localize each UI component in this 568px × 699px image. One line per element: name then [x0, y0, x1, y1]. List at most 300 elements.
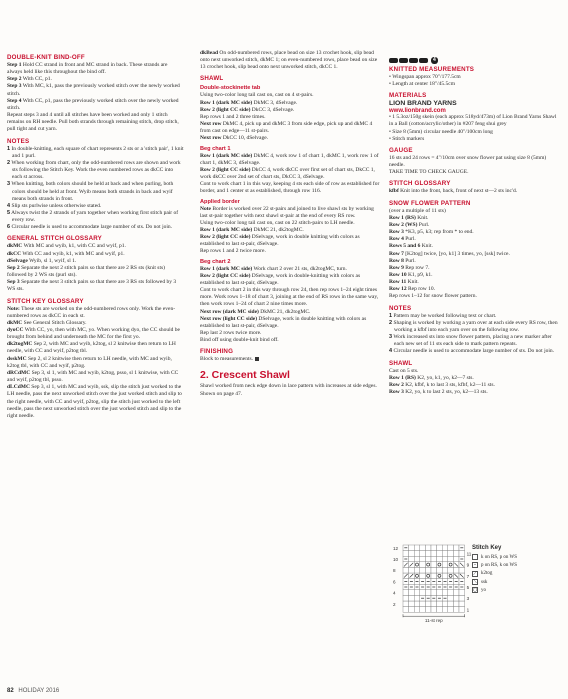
key-glossary-text: With CC, yo, then with MC, yo. When working dyo, the CC should be brought from behind and underneath the MC for the first yo. — [7, 327, 180, 341]
note-text: Pattern may be worked following text or chart. — [393, 312, 497, 319]
chart-cell — [448, 590, 454, 596]
chart-cell — [403, 590, 409, 596]
note-label: 5 — [7, 209, 11, 216]
chart1-subheading: Beg chart 1 — [200, 145, 231, 152]
row-item — [389, 236, 561, 243]
chart-cell — [409, 590, 415, 596]
stitch-key-row — [472, 578, 560, 586]
row-label: Row 1 (dark MC side) — [200, 265, 253, 272]
row-text: K1, p9, k1. — [407, 271, 433, 278]
row-label: Row 1 (dark MC side) — [200, 99, 253, 106]
tab-subheading: Double-stockinette tab — [200, 85, 261, 92]
snow-flower-pattern — [389, 208, 561, 301]
row-item — [200, 135, 380, 142]
chart-row-number: 7 — [466, 573, 470, 579]
chart-cell — [459, 590, 465, 596]
row-label: Row 2 (WS) — [389, 221, 418, 228]
chart-cell — [403, 607, 409, 613]
row-text: DSelvage, work in double knitting with colors as established to last st-pair, dSelvage. — [200, 234, 360, 248]
bindoff-step-item — [7, 62, 184, 76]
row-item — [200, 309, 380, 316]
chart-cell — [425, 545, 431, 551]
chart-row-number: 12 — [393, 545, 399, 551]
row-label: Row 2 (light CC side) — [200, 166, 251, 173]
row-label: Row 4 — [389, 236, 404, 243]
measurements-heading: KNITTED MEASUREMENTS — [389, 66, 475, 73]
tab-instructions — [200, 92, 380, 142]
finishing-text: Block to measurements. — [200, 356, 380, 363]
row-item — [200, 287, 380, 308]
row-item — [389, 243, 561, 250]
skill-level-badge: 4 — [433, 57, 436, 63]
glossary-text: Separate the next 3 stitch pairs so that there are 3 RS sts followed by 3 WS sts. — [7, 279, 177, 293]
row-item — [200, 92, 380, 99]
row-text: Purl. — [418, 221, 430, 228]
note-label: 1 — [7, 145, 11, 152]
yarn-brand: LION BRAND YARNS — [389, 100, 457, 108]
chart-cell — [414, 601, 420, 607]
chart-cell — [442, 545, 448, 551]
row-text: Rep row 10. — [407, 286, 435, 293]
note-item — [389, 334, 561, 348]
key-glossary-item — [7, 341, 184, 355]
chart-cell — [403, 551, 409, 557]
chart-cell — [414, 545, 420, 551]
border-instructions — [200, 206, 380, 256]
chart-cell — [414, 590, 420, 596]
bindoff-step-text: Repeat steps 3 and 4 until all stitches have been worked and only 1 stitch remains on RH needle. Pull both strands through remaining stitch, drop stitch, pull tight and cut yarn. — [7, 112, 179, 133]
chart-cell — [448, 595, 454, 601]
glossary-item — [7, 251, 184, 258]
chart-cell — [459, 607, 465, 613]
row-text: DSelvage, work in double-knitting with colors as established to last st-pair, dSelvage. — [200, 272, 361, 286]
notes-list-2 — [389, 313, 561, 356]
skill-segment — [399, 58, 408, 63]
row-text: Rep rows 1 and 2 twice more. — [200, 248, 266, 255]
glossary-label: dkBead — [200, 50, 219, 56]
row-text: DkMC 4, pick up and dkMC 3 from side edge, pick up and dkMC 4 from cast on edge—11 st-pairs. — [200, 121, 373, 135]
row-item — [389, 389, 561, 396]
stitch-key-rows — [472, 553, 560, 594]
glossary-text: Wyib, sl 1, wyif, sl 1. — [29, 257, 77, 264]
brand-url[interactable]: www.lionbrand.com — [389, 108, 446, 115]
note-text: Shaping is worked by working a yarn over at each side every RS row, then working a kfbf into each yarn over on the following row. — [393, 319, 558, 333]
notes-heading-2: NOTES — [389, 304, 412, 312]
chart2-subheading: Beg chart 2 — [200, 258, 231, 265]
row-text: Using two-color long tail cast on, cast on 4 st-pairs. — [200, 92, 314, 99]
bindoff-step-label: Step 2 — [7, 76, 22, 83]
stitch-key-label: p on RS, k on WS — [481, 562, 518, 568]
chart-cell — [448, 601, 454, 607]
row-label: Row 3 — [389, 389, 404, 395]
row-label: Next row (dark MC side) — [200, 308, 259, 315]
chart-cell — [437, 590, 443, 596]
chart-cell — [420, 551, 426, 557]
chart-cell — [453, 601, 459, 607]
row-item — [200, 121, 380, 135]
row-text: Work chart 2 over 21 sts, dk2togMC, turn. — [253, 265, 347, 272]
chart-cell — [437, 562, 443, 568]
chart-cell — [420, 562, 426, 568]
chart-cell — [431, 590, 437, 596]
note-item — [7, 160, 184, 181]
note-item — [389, 320, 561, 334]
chart-cell — [414, 556, 420, 562]
chart-row-number: 1 — [466, 607, 470, 613]
stitch-key-title: Stitch Key — [472, 545, 502, 551]
chart-cell — [409, 556, 415, 562]
note-label: 1 — [389, 312, 393, 319]
row-item — [200, 337, 380, 344]
chart-row-number: 8 — [393, 568, 396, 574]
chart-cell — [448, 545, 454, 551]
snow-flower-heading: SNOW FLOWER PATTERN — [389, 199, 471, 207]
chart-row-number: 5 — [466, 584, 470, 590]
finishing-heading: FINISHING — [200, 348, 234, 356]
stitch-symbol-icon: ⟋ — [473, 570, 477, 577]
glossary-label: dkCC — [7, 250, 22, 257]
row-item — [200, 273, 380, 287]
glossary-text: On odd-numbered rows, place bead on size 13 crochet hook, slip bead onto next unworked stitch, dkMC 1; on even-numbered rows, place bead on size 13 crochet hook, slip bead onto next unworked stitch, dkCC 1. — [200, 50, 378, 71]
chart-cell — [420, 567, 426, 573]
chart-row-number: 2 — [393, 601, 396, 607]
chart-row-number: 4 — [393, 590, 396, 596]
note-item — [389, 348, 561, 355]
note-label: 3 — [389, 334, 393, 341]
chart2-instructions — [200, 266, 380, 345]
bindoff-step-item — [7, 76, 184, 83]
chart-cell — [453, 551, 459, 557]
key-glossary-label: dRCdMC — [7, 369, 31, 376]
key-glossary-label: dk2togMC — [7, 341, 33, 348]
key-glossary-text: Sep 2, with MC and wyib, k2tog, sl 2 knitwise then return to LH needle, with CC and wyif, p2tog tbl. — [7, 341, 176, 355]
row-item — [200, 248, 380, 255]
row-item — [389, 258, 561, 265]
shawl-instructions — [389, 368, 561, 397]
chart-cell — [431, 562, 437, 568]
chart-cell — [403, 595, 409, 601]
chart-cell — [420, 573, 426, 579]
row-item — [389, 279, 561, 286]
glossary-text: Separate the next 2 stitch pairs so that there are 2 RS sts (knit sts) followed by 2 WS sts (purl sts). — [7, 264, 165, 279]
note-label: 3 — [7, 181, 11, 188]
row-text: *K3, p5, k3; rep from * to end. — [405, 229, 474, 236]
chart-cell — [414, 573, 420, 579]
repeat-label: 11-st rep — [424, 618, 443, 624]
materials-heading: MATERIALS — [389, 92, 427, 100]
key-glossary-item — [7, 306, 184, 320]
material-line: • 1 5.3oz/150g skein (each approx 518yd/473m) of Lion Brand Yarns Shawl in a Ball (cotton/acrylic/other) in #207 feng shui grey — [389, 114, 557, 128]
materials-list — [389, 114, 561, 143]
key-glossary-item — [7, 384, 184, 420]
chart-cell — [437, 551, 443, 557]
chart-cell — [420, 607, 426, 613]
row-label: Next row (light CC side) — [200, 315, 258, 322]
shawl-heading-2: SHAWL — [389, 359, 413, 367]
glossary-item — [200, 50, 380, 71]
key-glossary-text: Sep 3, sl 1, with MC and wyib, k2tog, psso, sl 1 knitwise, with CC and wyif, p2tog tbl, psso. — [7, 369, 179, 384]
row-item — [389, 215, 561, 222]
chart-cell — [409, 595, 415, 601]
material-line: • Stitch markers — [389, 135, 425, 142]
chart-cell — [442, 567, 448, 573]
row-label: Row 1 (dark MC side) — [200, 152, 253, 159]
gauge-line: 16 sts and 24 rows = 4"/10cm over snow flower pat using size 8 (5mm) needle. — [389, 154, 547, 169]
key-glossary-label: dyoCC — [7, 327, 24, 333]
glossary-text: With CC and wyib, k1, with MC and wyif, p1. — [22, 250, 125, 257]
chart-cell — [453, 556, 459, 562]
row-text: Purl. — [405, 236, 416, 243]
row-label: Row 2 (light CC side) — [200, 106, 251, 113]
chart-cell — [442, 573, 448, 579]
bindoff-step-label: Step 1 — [7, 62, 22, 68]
chart-cell — [425, 607, 431, 613]
measurements-list — [389, 74, 561, 88]
chart-cell — [459, 567, 465, 573]
note-item — [7, 181, 184, 202]
row-text: K2, yo, k to last 2 sts, yo, k2—13 sts. — [405, 389, 488, 395]
row-item — [389, 229, 561, 236]
stitch-symbol-icon — [472, 554, 478, 560]
glossary-item — [389, 188, 561, 195]
row-text: DSelvage, work in double knitting with colors as established to last st-pair, dSelvage. — [200, 315, 367, 329]
column-1 — [7, 50, 184, 420]
glossary-label: dSelvage — [7, 257, 28, 264]
row-item — [389, 265, 561, 272]
row-text: Knit. — [407, 279, 419, 286]
chart-cell — [448, 556, 454, 562]
chart-cell — [459, 551, 465, 557]
note-item — [7, 224, 184, 231]
stitch-glossary — [389, 188, 561, 195]
bindoff-step-text: With CC, p1, pass the previously worked stitch over the newly worked stitch. — [7, 97, 179, 111]
row-label: Row 2 (light CC side) — [200, 234, 251, 241]
chart-cell — [414, 562, 420, 568]
row-label: Row 12 — [389, 286, 407, 293]
row-item — [389, 382, 561, 389]
chart-cell — [453, 595, 459, 601]
chart-cell — [442, 601, 448, 607]
general-stitch-glossary — [7, 243, 184, 293]
column-3 — [389, 66, 561, 396]
row-text: Using two-color long tail cast on, cast on 22 stitch-pairs to LH needle. — [200, 219, 355, 226]
row-label: Row 11 — [389, 279, 407, 286]
row-text: (over a multiple of 11 sts) — [389, 207, 446, 214]
row-label: Row 10 — [389, 271, 407, 278]
chart-cell — [453, 607, 459, 613]
chart-cell — [442, 551, 448, 557]
border-subheading: Applied border — [200, 198, 240, 205]
chart-cell — [431, 567, 437, 573]
glossary-item — [7, 243, 184, 250]
bindoff-step-item — [7, 83, 184, 97]
chart-cell — [414, 607, 420, 613]
key-glossary-label: Note: — [7, 305, 20, 312]
row-item — [200, 206, 380, 220]
chart-cell — [425, 590, 431, 596]
chart-row-number: 3 — [466, 596, 470, 602]
chart-cell — [425, 562, 431, 568]
key-glossary-text: These sts are worked on the odd-numbered rows only. Work the even-numbered rows as dkCC in each st. — [7, 305, 176, 319]
chart-cell — [414, 567, 420, 573]
row-text: DkMC 21, dk2togMC. — [253, 226, 304, 233]
glossary-item — [7, 258, 184, 265]
row-text: [K2tog] twice, [yo, k1] 3 times, yo, [ssk] twice. — [405, 250, 510, 257]
bindoff-step-item — [7, 98, 184, 112]
chart-cell — [409, 545, 415, 551]
note-label: 4 — [7, 202, 11, 209]
chart-cell — [437, 601, 443, 607]
glossary-label: Sep 3 — [7, 279, 20, 286]
row-text: Cont to work chart 1 in this way, keeping 4 sts each side of row as established for border, and 1 center st as established, through row 116. — [200, 181, 380, 195]
chart-row-number: 6 — [393, 579, 396, 585]
chart-cell — [431, 545, 437, 551]
row-text: Rep rows 1–12 for snow flower pattern. — [389, 293, 477, 300]
row-label: Row 3 — [389, 229, 404, 236]
chart1-instructions — [200, 153, 380, 196]
stitch-symbol-icon: ⟍ — [473, 579, 477, 586]
row-text: DkCC 4, work dkCC over first set of chart sts, DkCC 1, work dkCC over 2nd set of chart sts, DkCC 3, dSelvage. — [200, 166, 375, 181]
stitch-symbol-icon: – — [473, 562, 477, 569]
row-item — [200, 234, 380, 248]
key-glossary-item — [7, 356, 184, 370]
measurement-line: • Length at center 18"/45.5cm — [389, 81, 456, 88]
bindoff-step-text: Hold CC strand in front and MC strand in back. These strands are always held like this throughout the bind off. — [7, 62, 168, 76]
row-label: Row 2 — [389, 381, 404, 388]
row-text: Rep rows 1 and 2 three times. — [200, 113, 266, 120]
chart-cell — [420, 556, 426, 562]
stitch-key-glossary — [7, 306, 184, 421]
gauge-text — [389, 155, 561, 176]
row-item — [389, 293, 561, 300]
chart-cell — [437, 607, 443, 613]
crescent-shawl-intro: Shawl worked from neck edge down in lace pattern with increases at side edges. Shown on page 47. — [200, 383, 377, 397]
end-mark-icon — [255, 357, 259, 361]
crescent-shawl-title: 2. Crescent Shawl — [200, 369, 290, 382]
row-item — [389, 272, 561, 279]
row-item — [389, 375, 561, 382]
chart-cell — [448, 562, 454, 568]
chart-cell — [442, 607, 448, 613]
chart-cell — [453, 545, 459, 551]
notes-list — [7, 146, 184, 232]
row-item — [200, 100, 380, 107]
row-item — [200, 107, 380, 114]
chart-cell — [420, 601, 426, 607]
gauge-line: TAKE TIME TO CHECK GAUGE. — [389, 169, 469, 176]
bindoff-step-text: With CC, p1. — [22, 76, 52, 83]
chart-row-number: 10 — [393, 556, 399, 562]
bindoff-step-label: Step 3 — [7, 83, 22, 90]
chart-cell — [403, 601, 409, 607]
stitch-key-row — [472, 586, 560, 594]
row-label: Next row — [200, 135, 222, 142]
glossary-text: With MC and wyib, k1, with CC and wyif, p1. — [23, 243, 126, 250]
key-glossary-text: See General Stitch Glossary. — [23, 319, 87, 326]
chart-cell — [409, 567, 415, 573]
note-label: 2 — [7, 159, 11, 166]
row-text: DkMC 21, dk2togMC. — [260, 308, 311, 315]
chart-cell — [448, 567, 454, 573]
gauge-heading: GAUGE — [389, 146, 413, 154]
chart-cell — [431, 601, 437, 607]
chart-cell — [448, 573, 454, 579]
row-label: Row 8 — [389, 257, 404, 264]
stitch-key — [472, 545, 560, 594]
chart-cell — [431, 607, 437, 613]
row-text: Bind off using double-knit bind off. — [200, 337, 279, 344]
note-text: Slip sts purlwise unless otherwise stated. — [11, 202, 102, 209]
chart-cell — [414, 551, 420, 557]
row-text: DkMC 4, work row 1 of chart 1, dkMC 1, work row 1 of chart 1, dkMC 3, dSelvage. — [200, 152, 379, 166]
chart-cell — [448, 607, 454, 613]
glossary-label: kfbf — [389, 188, 399, 195]
row-text: Purl. — [405, 257, 416, 264]
note-text: When working from chart, only the odd-numbered rows are shown and work sts following the Stitch Key. Work the even numbered rows as dkCC into each st across. — [11, 159, 181, 181]
row-label: Row 7 — [389, 250, 404, 257]
stitch-symbol-icon: ○ — [473, 587, 478, 594]
stitch-key-row — [472, 570, 560, 578]
bindoff-steps — [7, 62, 184, 134]
row-item — [389, 368, 561, 375]
row-label: Rows 5 and 6 — [389, 243, 421, 250]
glossary-item — [7, 265, 184, 279]
stitch-key-label: yo — [481, 587, 486, 593]
key-glossary-text: Sep 2, sl 2 knitwise then return to LH needle, with MC and wyib, k2tog tbl, with CC and wyif, p2tog. — [7, 355, 172, 369]
chart-row-number: 11 — [466, 551, 472, 557]
row-item — [389, 222, 561, 229]
glossary-label: dkMC — [7, 243, 23, 250]
key-glossary-label: dkMC — [7, 319, 23, 326]
row-label: Row 9 — [389, 264, 404, 271]
chart-cell — [448, 551, 454, 557]
row-text: Rep last 2 rows twice more. — [200, 330, 262, 336]
chart-cell — [431, 573, 437, 579]
note-item — [7, 210, 184, 224]
row-text: Knit. — [417, 214, 429, 221]
chart-cell — [431, 556, 437, 562]
key-glossary-item — [7, 320, 184, 327]
glossary-item — [7, 279, 184, 293]
chart-cell — [437, 567, 443, 573]
note-item — [7, 203, 184, 210]
glossary-label: Sep 2 — [7, 264, 20, 271]
row-item — [200, 316, 380, 330]
row-text: Border is worked over 22 st-pairs and joined to live shawl sts by working last st-pair together with next shawl st-pair at the end of every RS row. — [200, 205, 374, 219]
skill-segments — [389, 58, 428, 63]
note-text: Circular needle is used to accommodate large number of sts. Do not join. — [393, 348, 555, 355]
row-text: K2, kfbf, k to last 3 sts, kfbf, k2—11 sts. — [405, 381, 495, 388]
row-item — [200, 266, 380, 273]
skill-segment — [409, 58, 418, 63]
notes-heading: NOTES — [7, 137, 30, 145]
note-item — [389, 313, 561, 320]
stitch-glossary-heading: STITCH GLOSSARY — [389, 180, 451, 188]
row-item — [200, 153, 380, 167]
chart-cell — [437, 556, 443, 562]
glossary-text: Knit into the front, back, front of next st—2 sts inc'd. — [400, 188, 518, 195]
stitch-key-label: k2tog — [481, 571, 493, 577]
row-item — [389, 251, 561, 258]
skill-segment — [419, 58, 428, 63]
row-label: Row 2 (light CC side) — [200, 272, 251, 279]
chart-cell — [403, 567, 409, 573]
bindoff-step-text: With MC, k1, pass the previously worked stitch over the newly worked stitch. — [7, 83, 180, 97]
key-glossary-text: Sep 3, sl 1, with MC and wyib, ssk, slip the stitch just worked to the LH needle, pass the next unworked stitch over the just worked stitch and slip to the right needle, with CC and wyif, p2tog, slip the stitch just worked to the left needle, pass the next unworked stitch over the just worked stitch and slip to the right needle. — [7, 384, 182, 419]
stitch-key-row — [472, 553, 560, 561]
note-label: 6 — [7, 224, 11, 231]
chart-cell — [425, 601, 431, 607]
